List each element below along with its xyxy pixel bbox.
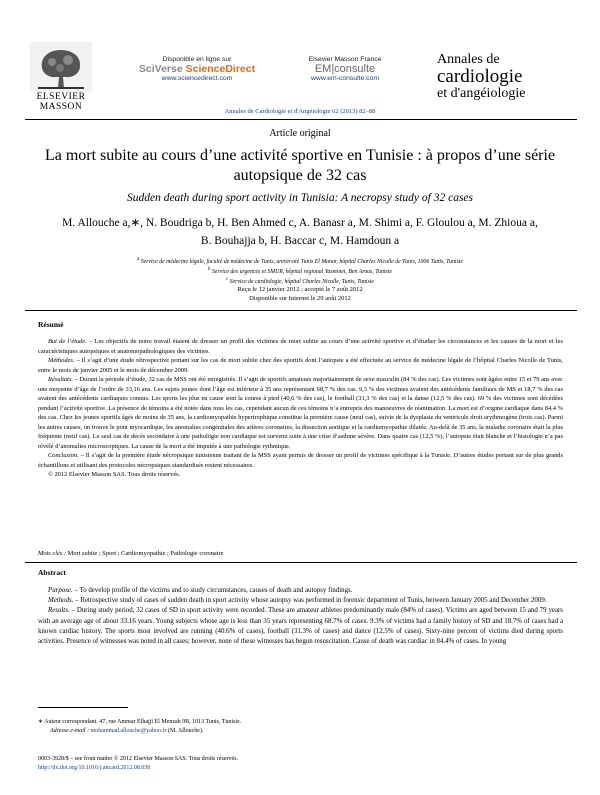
footnote-email-line: Adresse e-mail : mohammad.allouche@yahoo.fr (M. Allouche). <box>50 728 204 734</box>
sciencedirect-block <box>132 56 262 82</box>
journal-line-2: cardiologie <box>437 66 523 87</box>
resume-resultats: Résultats. – Durant la période d’étude, 32 cas de MSS ont été enregistrés. Il s’agit de sportifs amateurs majoritairement de sexe masculin (84 % des cas). Les victimes sont âgées entre 15 et 79 ans avec une moyenne d’âge de l’ordre de 33,16 ans. Les sujets jeunes dont l’âge est inférieur à 35 ans représentant 68,7 % des cas. 9,3 % des victimes avaient des antécédents familiaux de MS et 18,7 % des cas avaient des antécédents cardiaques connus. Les sports les plus en cause sont la course à pied (40,6 % des cas), le football (31,3 % des cas) et la danse (12,5 % des cas). 69 % des victimes sont décédées pendant l’activité sportive. La présence de témoins a été notée dans tous les cas, cependant aucun de ces témoins n’a entrepris des manoeuvres de réanimation. La mort est d’origine cardiaque dans 84,4 % des cas. Chez les jeunes sportifs âgés de moins de 35 ans, la cardiomyopathie hypertrophique constitue la première cause (neuf cas), suivie de la dysplasie du ventricule droit arythmogène (trois cas). Parmi les autres causes, on trouve le pont myocardique, les anomalies congénitales des artères coronaires, la dissection aortique et la cardiomyopathie dilatée. Au-delà de 35 ans, la maladie coronaire était la plus fréquente (neuf cas). Le seul cas de décès secondaire à une pathologie non cardiaque est survenu suite à une crise d’asthme sévère. Dans quatre cas (12,5 %), l’autopsie était blanche et l’histologie n’a pas révélé d’anomalies microscopiques. La cause de la mort a été imputée à une pathologie rythmique. <box>38 376 563 450</box>
resume-conclusion: Conclusion. – Il s’agit de la première étude nécropsique tunisienne traitant de la MSS ayant permis de dresser un profil de victimes spécifique à la Tunisie. D’autres études portant sur de plus grands échantillons et utilisant des protocoles nécropsiques standardisés restent nécessaires. <box>38 452 563 469</box>
author-line-2: B. Bouhajja b, H. Baccar c, M. Hamdoun a <box>200 235 400 247</box>
sciencedirect-link[interactable]: www.sciencedirect.com <box>161 75 233 82</box>
doi-link[interactable]: http://dx.doi.org/10.1016/j.ancard.2012.08.030 <box>38 765 151 771</box>
affiliations <box>30 256 570 286</box>
corresponding-author-footnote <box>38 718 563 736</box>
publisher-name: ELSEVIER MASSON <box>36 92 86 112</box>
page-footer <box>38 755 238 773</box>
affiliation-b: $^b$ Service des urgences et SMUR, hôpital régional Yasminet, Ben Arous, Tunisie <box>208 266 392 275</box>
journal-citation[interactable]: Annales de Cardiologie et d'Angéiologie 62 (2013) 82–88 <box>224 108 376 115</box>
author-email-link[interactable]: mohammad.allouche@yahoo.fr <box>90 728 167 734</box>
available-text: Disponible en ligne sur <box>162 56 232 63</box>
header-divider <box>25 119 577 120</box>
affiliation-a: $^a$ Service de médecine légale, faculté de médecine de Tunis, université Tunis El Manar, hôpital Charles Nicolle de Tunis, 1006 Tunis, Tunisie <box>137 257 463 265</box>
journal-logo <box>437 52 587 101</box>
title-divider <box>25 310 577 311</box>
em-consulte-block <box>285 56 405 82</box>
em-france-text: Elsevier Masson France <box>308 56 382 63</box>
affiliation-c: $^c$ Service de cardiologie, hôpital Charles Nicolle, Tunis, Tunisie <box>226 276 374 285</box>
front-matter: 0003-3928/$ – see front matter © 2012 Elsevier Masson SAS. Tous droits réservés. <box>38 756 239 762</box>
abstract-results: Results. – During study period, 32 cases of SD in sport activity were recorded. These are amateur athletes predominantly male (84% of cases). Victims are aged between 15 and 79 years with an average age of about 33.16 years. Young subjects whose age is less than 35 years representing 68.7% of cases. 9.3% of victims had a family history of SD and 18.7% of cases had a known cardiac history. The sports most involved are running (40.6% of cases), football (31.3% of cases) and dance (12.5% of cases). Sixty-nine percent of victims died during sports activities. Presence of witnesses was noted in all cases; however, none of these witnesses has begun resuscitation. Cause of death was cardiac in 84.4% of cases. In young <box>38 607 563 646</box>
journal-line-1: Annales de <box>437 52 500 67</box>
english-title: Sudden death during sport activity in Tunisia: A necropsy study of 32 cases <box>126 192 474 204</box>
keywords: Mots clés : Mort subite ; Sport ; Cardiomyopathie ; Pathologie coronaire <box>38 550 224 557</box>
online-date: Disponible sur Internet le 29 août 2012 <box>249 295 351 302</box>
abstract-body <box>38 586 563 647</box>
journal-line-3: et d'angéiologie <box>437 86 526 101</box>
abstract-purpose: Purpose. – To develop profile of the victims and to study circumstances, causes of death and autopsy findings. <box>48 587 353 594</box>
elsevier-tree-icon <box>30 42 92 92</box>
resume-copyright: © 2012 Elsevier Masson SAS. Tous droits réservés. <box>48 471 181 478</box>
resume-methodes: Méthodes. – Il s’agit d’une étude rétrospective portant sur les cas de mort subite chez des sportifs dont l’autopsie a été effectuée au service de médecine légale de l’hôpital Charles Nicolle de Tunis, entre le mois de janvier 2005 et le mois de décembre 2009. <box>38 357 563 374</box>
article-type: Article original <box>269 128 331 139</box>
em-consulte-link[interactable]: www.em-consulte.com <box>311 75 379 82</box>
em-consulte-logo[interactable]: EM|consulte <box>314 63 376 75</box>
keywords-divider <box>25 562 577 563</box>
author-line-1: M. Allouche a,∗, N. Boudriga b, H. Ben Ahmed c, A. Banasr a, M. Shimi a, F. Gloulou a, M. Zhioua a, <box>62 217 538 229</box>
footnote-divider <box>38 707 128 708</box>
article-dates <box>30 285 570 303</box>
sciencedirect-logo[interactable]: SciVerse ScienceDirect <box>138 63 256 75</box>
resume-but: But de l’étude. – Les objectifs de notre travail étaient de dresser un profil des victimes de mort subite au cours d’une activité sportive et d’étudier les circonstances et les causes de la mort et les caractéristiques autopsiques et anatomopathologiques des victimes. <box>38 338 563 355</box>
resume-heading: Résumé <box>38 320 64 329</box>
elsevier-logo <box>22 42 100 112</box>
abstract-heading: Abstract <box>38 568 66 577</box>
footnote-author: ∗ Auteur correspondant. 47, rue Ammar Elhajji El Menzah 9B, 1013 Tunis, Tunisie. <box>38 719 242 725</box>
resume-body <box>38 337 563 480</box>
abstract-methods: Methods. – Retrospective study of cases of sudden death in sport activity whose autopsy was performed in forensic department of Tunis, between January 2005 and December 2009. <box>48 597 547 605</box>
page-title: La mort subite au cours d’une activité sportive en Tunisie : à propos d’une série autopsique de 32 cas <box>44 147 556 184</box>
received-date: Reçu le 12 janvier 2012 ; accepté le 7 août 2012 <box>237 286 363 293</box>
author-list <box>30 214 570 250</box>
